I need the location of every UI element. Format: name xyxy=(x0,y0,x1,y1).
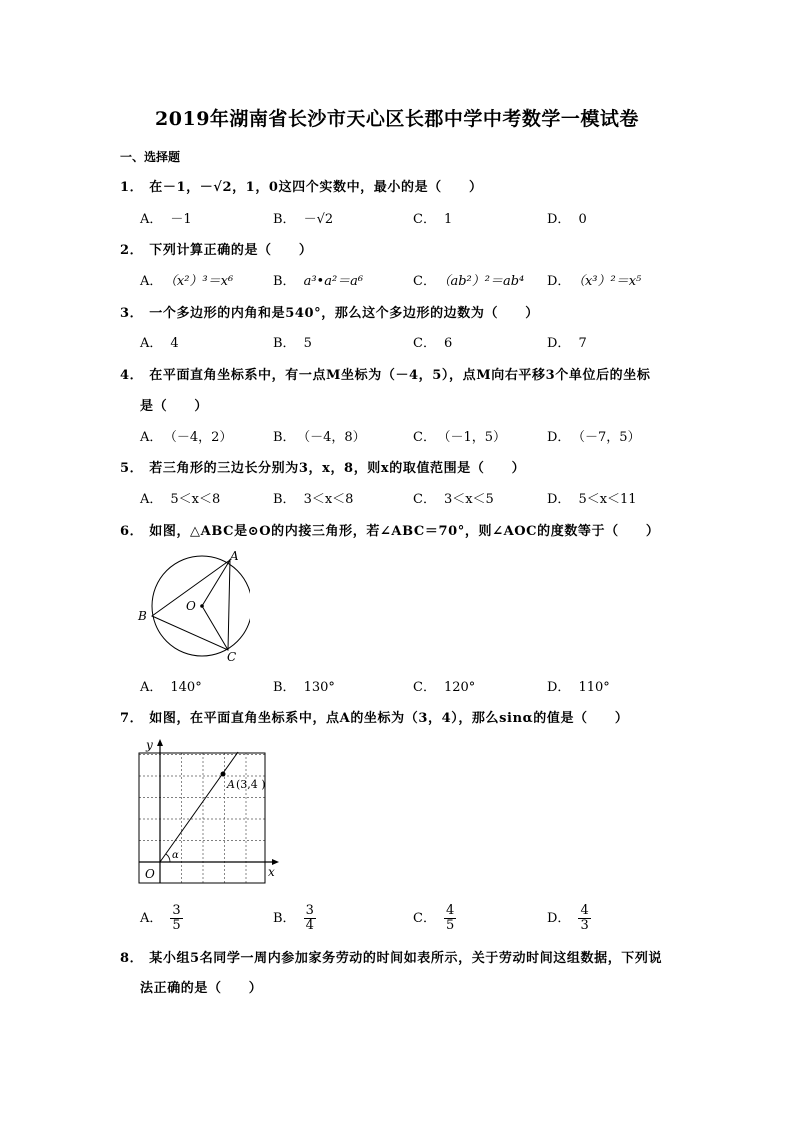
question-text: 如图，在平面直角坐标系中，点A的坐标为（3，4），那么sinα的值是（ ） xyxy=(149,711,629,726)
option-a: A． 140° xyxy=(140,680,202,695)
option-a: A． 4 xyxy=(140,336,179,351)
option-b: B． 5 xyxy=(273,336,312,351)
option-a: A． 5＜x＜8 xyxy=(140,492,221,507)
label-b: B xyxy=(138,609,147,623)
option-c: C． 3＜x＜5 xyxy=(413,492,494,507)
label-y: y xyxy=(146,738,153,752)
question-8 xyxy=(120,947,662,966)
option-b: B． 130° xyxy=(273,680,335,695)
label-o: O xyxy=(186,599,196,613)
question-1 xyxy=(120,176,483,195)
option-b: B． 3＜x＜8 xyxy=(273,492,354,507)
option-d: D． （x³）²＝x⁵ xyxy=(547,274,642,289)
option-b: B． $\frac{3}{4}$ xyxy=(273,903,314,933)
option-a: A． （－4，2） xyxy=(140,430,233,445)
question-3-options xyxy=(140,332,700,356)
question-number: 2． xyxy=(120,243,144,258)
label-a: A xyxy=(227,778,235,791)
question-5 xyxy=(120,457,525,476)
coordinate-grid-figure xyxy=(130,736,280,886)
question-text: 在平面直角坐标系中，有一点M坐标为（－4，5），点M向右平移3个单位后的坐标 xyxy=(149,368,651,383)
option-d: D． 0 xyxy=(547,212,587,227)
label-a: A xyxy=(230,549,239,563)
label-coord: (3,4 ) xyxy=(236,778,266,791)
option-d: D． $\frac{4}{3}$ xyxy=(547,903,589,933)
option-c: C． 1 xyxy=(413,212,453,227)
label-alpha: α xyxy=(172,850,179,861)
option-d: D． 110° xyxy=(547,680,610,695)
option-d: D． （－7，5） xyxy=(547,430,641,445)
question-4 xyxy=(120,364,650,383)
question-7 xyxy=(120,707,628,726)
question-number: 7． xyxy=(120,711,144,726)
option-c: C． （－1，5） xyxy=(413,430,506,445)
question-number: 4． xyxy=(120,368,144,383)
question-6 xyxy=(120,520,660,539)
option-d: D． 7 xyxy=(547,336,587,351)
label-o: O xyxy=(145,867,155,881)
question-number: 1． xyxy=(120,180,144,195)
angle-alpha-arc xyxy=(166,854,170,862)
option-c: C． $\frac{4}{5}$ xyxy=(413,903,455,933)
label-x: x xyxy=(268,865,275,879)
label-c: C xyxy=(227,650,237,664)
option-b: B． a³•a²＝a⁶ xyxy=(273,274,364,289)
y-axis-arrow xyxy=(157,739,163,746)
question-8-continued: 法正确的是（ ） xyxy=(140,981,263,996)
option-d: D． 5＜x＜11 xyxy=(547,492,637,507)
grid-lines xyxy=(139,753,265,883)
option-c: C． （ab²）²＝ab⁴ xyxy=(413,274,525,289)
point-a xyxy=(221,772,226,777)
question-number: 5． xyxy=(120,461,144,476)
section-heading: 一、选择题 xyxy=(120,150,181,164)
question-2-options xyxy=(140,270,700,294)
question-4-continued: 是（ ） xyxy=(140,399,209,414)
question-3 xyxy=(120,302,539,321)
question-text: 如图，△ABC是⊙O的内接三角形，若∠ABC＝70°，则∠AOC的度数等于（ ） xyxy=(149,524,660,539)
question-6-options xyxy=(140,676,700,700)
page-title: 2019年湖南省长沙市天心区长郡中学中考数学一模试卷 xyxy=(155,108,639,130)
question-text: 一个多边形的内角和是540°，那么这个多边形的边数为（ ） xyxy=(149,306,539,321)
question-text: 若三角形的三边长分别为3，x，8，则x的取值范围是（ ） xyxy=(149,461,526,476)
question-5-options xyxy=(140,488,700,512)
question-text: 某小组5名同学一周内参加家务劳动的时间如表所示，关于劳动时间这组数据，下列说 xyxy=(149,951,663,966)
segment-oc xyxy=(202,606,228,650)
question-4-options xyxy=(140,426,700,450)
question-text: 在－1，－√2，1，0这四个实数中，最小的是（ ） xyxy=(149,180,483,195)
question-text: 下列计算正确的是（ ） xyxy=(149,243,313,258)
question-1-options xyxy=(140,208,700,232)
segment-oa xyxy=(202,560,230,606)
question-number: 6． xyxy=(120,524,144,539)
center-point xyxy=(200,604,204,608)
option-b: B． （－4，8） xyxy=(273,430,366,445)
option-c: C． 6 xyxy=(413,336,453,351)
option-a: A． $\frac{3}{5}$ xyxy=(140,903,181,933)
option-a: A． （x²）³＝x⁶ xyxy=(140,274,234,289)
question-7-options xyxy=(140,904,700,938)
option-c: C． 120° xyxy=(413,680,476,695)
question-number: 8． xyxy=(120,951,144,966)
ray-oa xyxy=(160,752,238,862)
question-number: 3． xyxy=(120,306,144,321)
question-2 xyxy=(120,239,312,258)
option-a: A． －1 xyxy=(140,212,192,227)
option-b: B． －√2 xyxy=(273,212,334,227)
circle-triangle-figure xyxy=(130,548,250,666)
